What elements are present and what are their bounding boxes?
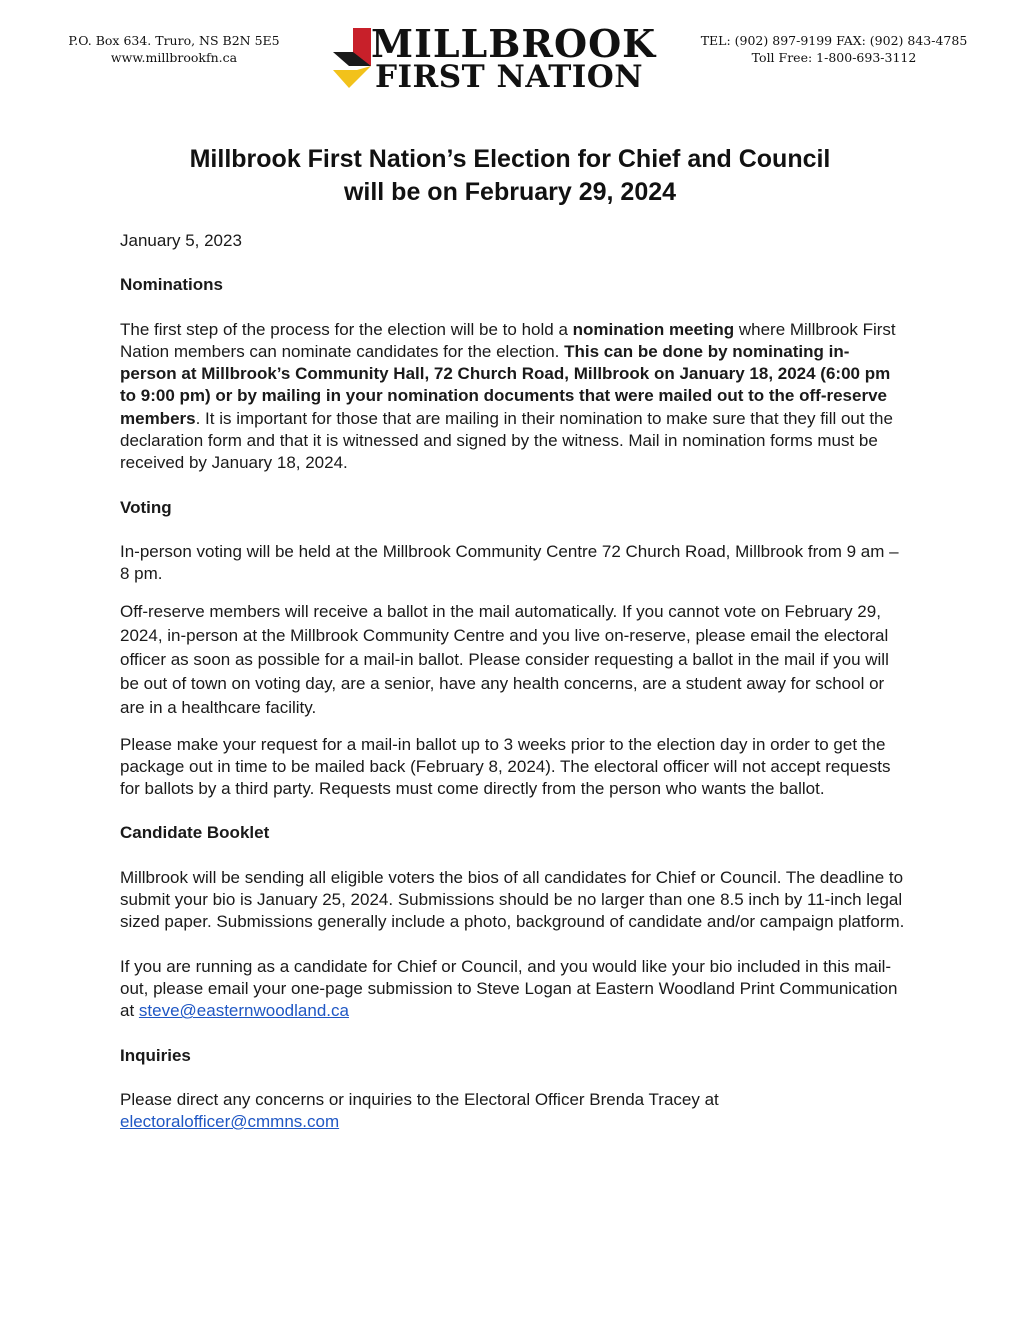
logo-yellow-feather bbox=[333, 66, 371, 88]
logo-wordmark-top: MILLBROOK bbox=[371, 21, 657, 66]
text-run: Please direct any concerns or inquiries to the Electoral Officer Brenda Tracey at bbox=[120, 1089, 719, 1109]
logo-wordmark-bottom: FIRST NATION bbox=[375, 59, 644, 95]
nominations-heading: Nominations bbox=[120, 275, 223, 295]
document-body bbox=[120, 230, 905, 1133]
nominations-paragraph bbox=[120, 319, 905, 475]
inquiries-paragraph bbox=[120, 1089, 905, 1134]
steve-email-link[interactable]: steve@easternwoodland.ca bbox=[138, 1001, 349, 1021]
voting-heading: Voting bbox=[120, 497, 172, 517]
toll-free-line: Toll Free: 1-800-693-3112 bbox=[751, 50, 917, 65]
millbrook-logo bbox=[331, 22, 663, 96]
letterhead-address bbox=[62, 32, 286, 66]
booklet-paragraph-1: Millbrook will be sending all eligible voters the bios of all candidates for Chief or Council. The deadline to submit your bio is January 25, 2024. Submissions should be no larger than one 8.5 inch by 11-inch legal sized paper. Submissions generally include a photo, background of candidate and/or campaign platform. bbox=[120, 867, 905, 932]
letterhead-contact bbox=[688, 32, 980, 66]
website-line: www.millbrookfn.ca bbox=[110, 50, 238, 65]
page-title bbox=[120, 143, 900, 209]
address-line: P.O. Box 634. Truro, NS B2N 5E5 bbox=[68, 33, 280, 48]
bold-run: nomination meeting bbox=[572, 319, 735, 339]
title-line-1: Millbrook First Nation’s Election for Chief and Council bbox=[189, 145, 831, 173]
letter-date: January 5, 2023 bbox=[120, 231, 242, 250]
voting-paragraph-2: Off-reserve members will receive a ballot in the mail automatically. If you cannot vote on February 29, 2024, in-person at the Millbrook Community Centre and you live on-reserve, please email the electoral officer as soon as possible for a mail-in ballot. Please consider requesting a ballot in the mail if you will be out of town on voting day, are a senior, have any health concerns, are a student away for school or are in a healthcare facility. bbox=[120, 601, 889, 717]
text-run: where Millbrook First Nation members can nominate candidates for the election. bbox=[120, 319, 896, 361]
booklet-heading: Candidate Booklet bbox=[120, 823, 270, 843]
phone-fax-line: TEL: (902) 897-9199 FAX: (902) 843-4785 bbox=[700, 33, 968, 48]
voting-paragraph-1: In-person voting will be held at the Millbrook Community Centre 72 Church Road, Millbrook from 9 am – 8 pm. bbox=[120, 541, 899, 584]
electoral-officer-email-link[interactable]: electoralofficer@cmmns.com bbox=[120, 1112, 340, 1132]
bold-run: This can be done by nominating in-person at Millbrook’s Community Hall, 72 Church Road, Millbrook on January 18, 2024 (6:00 pm to 9:00 pm) or by mailing in your nomination documents that were mailed out to the off-reserve members bbox=[120, 341, 891, 428]
logo-emblem-icon bbox=[331, 26, 371, 92]
text-run: . It is important for those that are mailing in their nomination to make sure that they fill out the declaration form and that it is witnessed and signed by the witness. Mail in nomination forms must be received by January 18, 2024. bbox=[120, 408, 893, 473]
inquiries-heading: Inquiries bbox=[120, 1045, 191, 1065]
voting-paragraph-3: Please make your request for a mail-in ballot up to 3 weeks prior to the election day in order to get the package out in time to be mailed back (February 8, 2024). The electoral officer will not accept requests for ballots by a third party. Requests must come directly from the person who wants the ballot. bbox=[120, 734, 891, 799]
booklet-paragraph-2 bbox=[120, 956, 905, 1023]
text-run: If you are running as a candidate for Chief or Council, and you would like your bio included in this mail-out, please email your one-page submission to Steve Logan at Eastern Woodland Print Communication at bbox=[120, 956, 898, 1021]
text-run: The first step of the process for the election will be to hold a bbox=[120, 319, 573, 339]
title-line-2: will be on February 29, 2024 bbox=[343, 178, 677, 206]
